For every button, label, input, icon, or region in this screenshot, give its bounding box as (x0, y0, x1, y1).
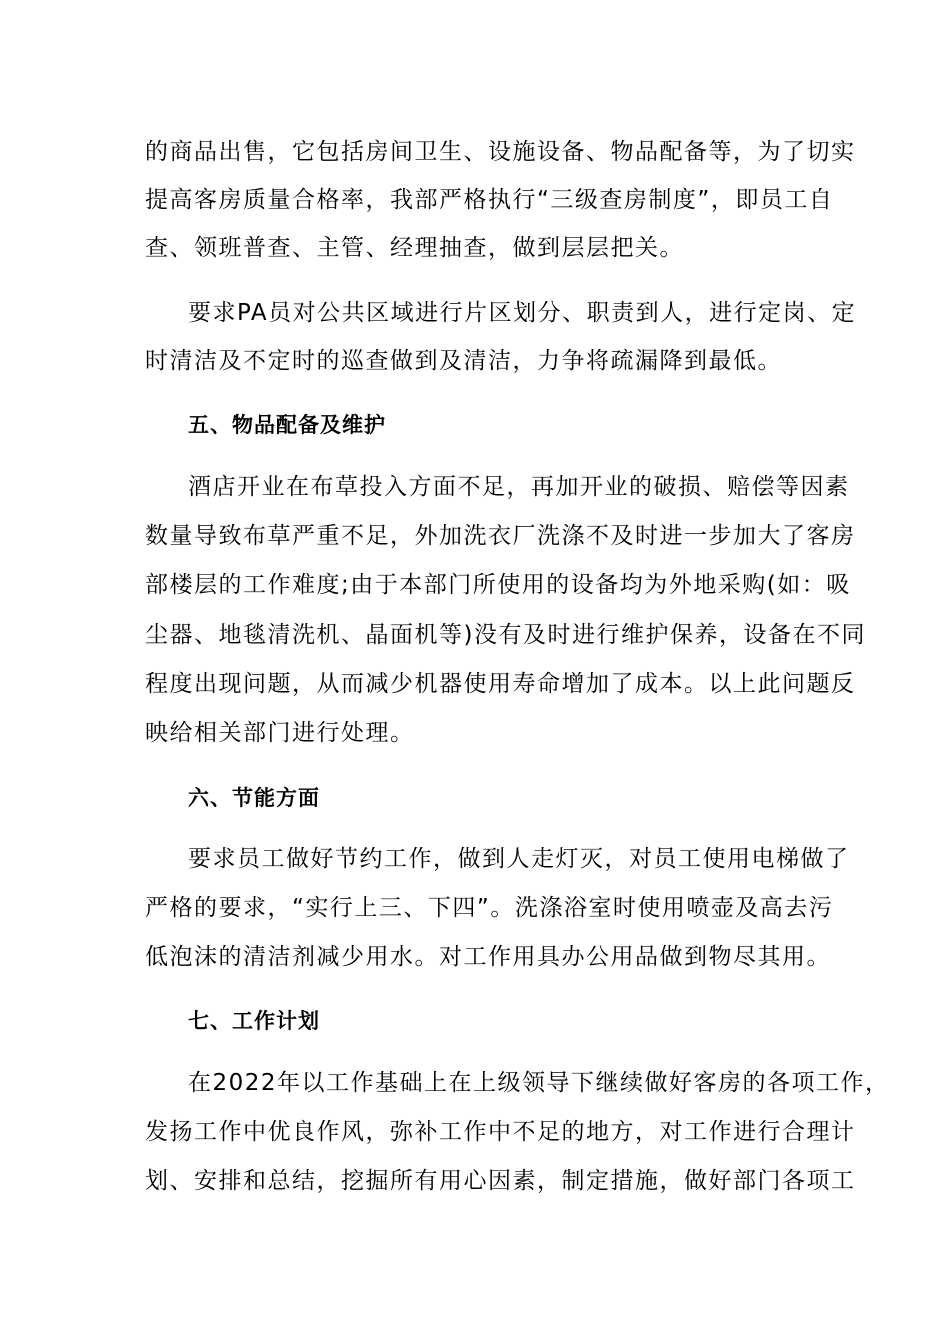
paragraph-line: 低泡沫的清洁剂减少用水。对工作用具办公用品做到物尽其用。 (145, 944, 831, 970)
paragraph-line: 数量导致布草严重不足，外加洗衣厂洗涤不及时进一步加大了客房 (145, 523, 856, 549)
paragraph-line: 在2022年以工作基础上在上级领导下继续做好客房的各项工作， (188, 1070, 890, 1096)
paragraph-line: 发扬工作中优良作风，弥补工作中不足的地方，对工作进行合理计 (145, 1119, 856, 1145)
paragraph-line: 程度出现问题，从而减少机器使用寿命增加了成本。以上此问题反 (145, 671, 856, 697)
paragraph-line: 要求PA员对公共区域进行片区划分、职责到人，进行定岗、定 (188, 300, 857, 326)
paragraph-line: 要求员工做好节约工作，做到人走灯灭，对员工使用电梯做了 (188, 846, 850, 872)
paragraph-line: 部楼层的工作难度;由于本部门所使用的设备均为外地采购(如：吸 (145, 572, 851, 598)
paragraph-line: 尘器、地毯清洗机、晶面机等)没有及时进行维护保养，设备在不同 (145, 622, 866, 648)
section-heading: 五、物品配备及维护 (188, 413, 386, 437)
section-heading: 六、节能方面 (188, 786, 320, 810)
paragraph-line: 划、安排和总结，挖掘所有用心因素，制定措施，做好部门各项工 (145, 1168, 856, 1194)
paragraph-line: 酒店开业在布草投入方面不足，再加开业的破损、赔偿等因素 (188, 474, 850, 500)
paragraph-line: 严格的要求，“实行上三、下四”。洗涤浴室时使用喷壶及高去污 (145, 895, 834, 921)
paragraph-line: 映给相关部门进行处理。 (145, 720, 415, 746)
paragraph-line: 提高客房质量合格率，我部严格执行“三级查房制度”，即员工自 (145, 187, 834, 213)
paragraph-line: 时清洁及不定时的巡查做到及清洁，力争将疏漏降到最低。 (145, 348, 782, 374)
paragraph-line: 的商品出售，它包括房间卫生、设施设备、物品配备等，为了切实 (145, 139, 856, 165)
section-heading: 七、工作计划 (188, 1009, 320, 1033)
paragraph-line: 查、领班普查、主管、经理抽查，做到层层把关。 (145, 235, 684, 261)
